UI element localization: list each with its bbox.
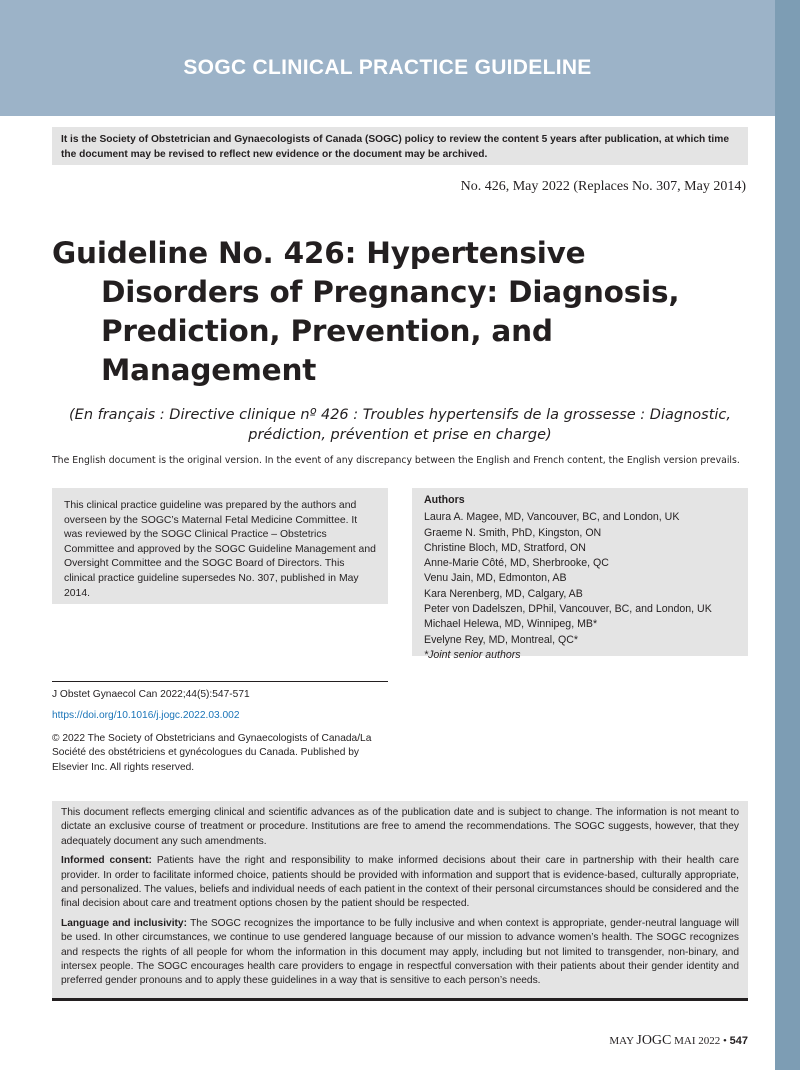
side-color-strip [775,0,800,1070]
author-item: Anne-Marie Côté, MD, Sherbrooke, QC [424,557,609,570]
authors-box [412,488,748,661]
authors-footnote: *Joint senior authors [424,648,521,661]
copyright-notice: © 2022 The Society of Obstetricians and Gynaecologists of Canada/La Société des obstétriciens et gynécologues du Canada. Published by Elsevier Inc. All rights reserved. [52,732,372,773]
language-inclusivity-text: The SOGC recognizes the importance to be fully inclusive and when context is appropriate, gender-neutral language will be used. In other circumstances, we continue to use gendered language because of our mission to advance women’s health. The SOGC recognizes and respects the rights of all people for whom the information in this document may apply, including but not limited to transgender, non-binary, and intersex people. The SOGC encourages health care providers to engage in respectful conversation with their patients about their gender identity and preferred gender pronouns and to apply these guidelines in a way that is sensitive to each person’s needs. [61,917,739,987]
author-item: Peter von Dadelszen, DPhil, Vancouver, BC, and London, UK [424,603,712,616]
author-item: Evelyne Rey, MD, Montreal, QC* [424,633,579,646]
issue-line: No. 426, May 2022 (Replaces No. 307, May 2014) [460,179,746,194]
informed-consent-label: Informed consent: [61,855,152,867]
page-number: 547 [729,1035,748,1047]
header-banner [0,0,775,116]
preparation-note: This clinical practice guideline was prepared by the authors and overseen by the SOGC’s Maternal Fetal Medicine Committee. It was reviewed by the SOGC Clinical Practice – Obstetrics Committee and approved by the SOGC Guideline Management and Oversight Committee and the SOGC Board of Directors. This clinical practice guideline supersedes No. 307, published in May 2014. [52,488,388,604]
doi-link[interactable]: https://doi.org/10.1016/j.jogc.2022.03.002 [52,710,240,722]
footer-month-en: MAY [609,1035,634,1047]
article-title: Guideline No. 426: Hypertensive Disorders of Pregnancy: Diagnosis, Prediction, Prevention, and Management [52,236,680,387]
footer-month-fr: MAI 2022 [674,1035,721,1047]
language-inclusivity-paragraph [61,917,739,989]
author-item: Venu Jain, MD, Edmonton, AB [424,572,567,585]
footer-journal: JOGC [636,1033,672,1048]
section-label: SOGC CLINICAL PRACTICE GUIDELINE [183,56,592,79]
author-item: Laura A. Magee, MD, Vancouver, BC, and London, UK [424,511,680,524]
language-note: The English document is the original version. In the event of any discrepancy between the English and French content, the English version prevails. [52,455,740,466]
page-footer [609,1033,748,1049]
citation-block [52,688,392,775]
informed-consent-text: Patients have the right and responsibility to make informed decisions about their care in partnership with their health care provider. In order to facilitate informed choice, patients should be provided with information and support that is evidence-based, culturally appropriate, and personalized. The values, beliefs and individual needs of each patient in the context of their personal circumstances should be considered and the final decision about care and treatment options chosen by the patient should be respected. [61,855,740,910]
author-item: Christine Bloch, MD, Stratford, ON [424,541,586,554]
authors-heading: Authors [424,494,465,506]
footer-bullet: • [723,1035,727,1047]
author-item: Michael Helewa, MD, Winnipeg, MB* [424,618,598,631]
journal-citation: J Obstet Gynaecol Can 2022;44(5):547-571 [52,689,250,700]
informed-consent-paragraph [61,854,739,912]
policy-note: It is the Society of Obstetrician and Gynaecologists of Canada (SOGC) policy to review the content 5 years after publication, at which time the document may be revised to reflect new evidence or the document may be archived. [52,127,748,165]
author-item: Kara Nerenberg, MD, Calgary, AB [424,587,583,600]
disclaimer-box [52,801,748,1001]
citation-divider [52,681,388,682]
disclaimer-intro: This document reflects emerging clinical and scientific advances as of the publication date and is subject to change. The information is not meant to dictate an exclusive course of treatment or procedure. Institutions are free to amend the recommendations. The SOGC suggests, however, that they adequately document any such amendments. [61,807,739,847]
author-item: Graeme N. Smith, PhD, Kingston, ON [424,526,602,539]
language-inclusivity-label: Language and inclusivity: [61,917,187,929]
french-title: (En français : Directive clinique nº 426 : Troubles hypertensifs de la grossesse : Diagnostic, prédiction, prévention et prise en charge) [69,407,731,443]
